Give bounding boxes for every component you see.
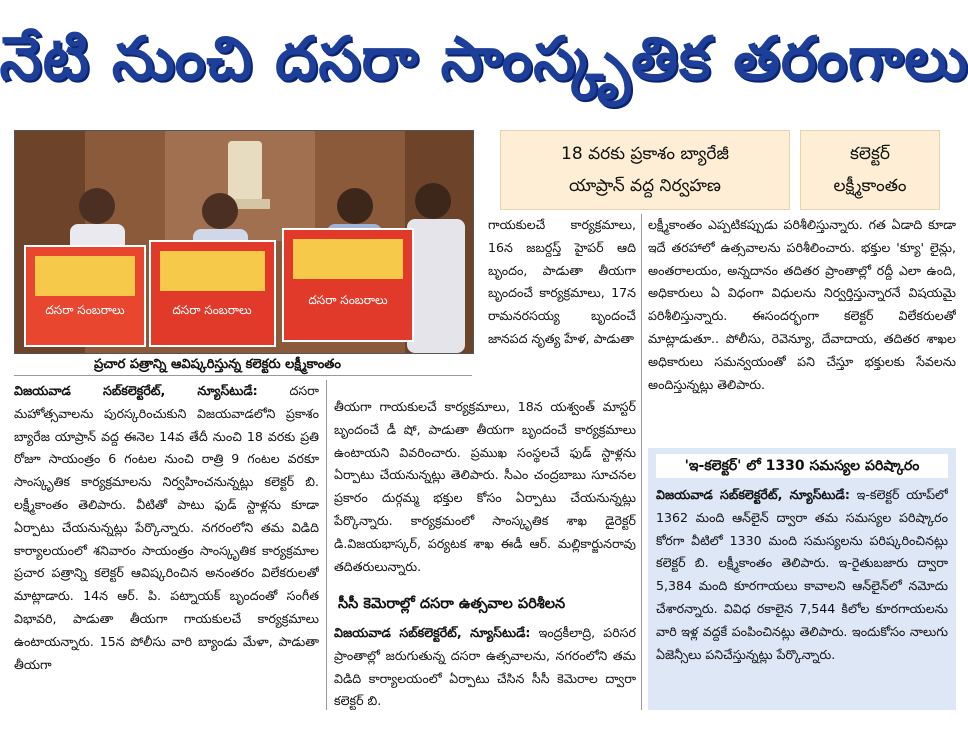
column-divider: [326, 380, 327, 710]
cctv-story: [334, 622, 636, 712]
news-photo: [14, 130, 474, 354]
kicker-line: కలెక్టర్: [850, 144, 890, 164]
article-column-2-top: [488, 214, 636, 396]
svg-text:దసరా సంబరాలు: దసరా సంబరాలు: [308, 293, 388, 307]
article-text: గాయకులచే కార్యక్రమాలు, 16న జబర్దస్త్ హైపర్ ఆది బృందం, పాడుతా తీయగా బృందంచే కార్యక్రమాలు, 17న రామనరసయ్య బృందంచే జానపద నృత్య హేళ, పాడుతా: [488, 217, 636, 346]
article-text: తీయగా గాయకులచే కార్యక్రమాలు, 18న యశ్వంత్ మాస్టర్ బృందంచే డీ షో, పాడుతా తీయగా బృందంచే కార్యక్రమాలు ఉంటాయని వివరించారు. ప్రముఖ సంస్థలచే ఫుడ్ స్టాళ్లను ఏర్పాటు చేయనున్నట్లు తెలిపారు. సీఎం చంద్రబాబు సూచనల ప్రకారం దుర్గమ్మ భక్తుల కోసం ఏర్పాటు చేయనున్నట్లు పేర్కొన్నారు. కార్యక్రమంలో సాంస్కృతిక శాఖ డైరెక్టర్ డి.విజయభాస్కర్, పర్యటక శాఖ ఈడీ ఆర్. మల్లికార్జునరావు తదితరులున్నారు.: [334, 399, 636, 574]
article-text: లక్ష్మీకాంతం ఎప్పటికప్పుడు పరిశీలిస్తున్నారు. గత ఏడాది కూడా ఇదే తరహాలో ఉత్సవాలను పరిశీలించారు. భక్తుల 'క్యూ' లైన్లు, అంతరాలయం, అన్నదానం తదితర ప్రాంతాల్లో రద్దీ ఎలా ఉంది, అధికారులు ఏ విధంగా విధులను నిర్వర్తిస్తున్నారనే విషయమై పరిశీలిస్తున్నారు. ఈసందర్భంగా కలెక్టర్ విలేకరులతో మాట్లాడుతూ.. పోలీసు, రెవెన్యూ, దేవాదాయ, తదితర శాఖల అధికారులు సమన్వయంతో పని చేస్తూ భక్తులకు సేవలను అందిస్తున్నట్లు తెలిపారు.: [648, 217, 956, 392]
article-text: ఇంద్రకీలాద్రి, పరిసర ప్రాంతాల్లో జరుగుతున్న దసరా ఉత్సవాలను, నగరంలోని తమ విడిది కార్యాలయంలో ఏర్పాటు చేసిన సీసీ కెమెరాల ద్వారా కలెక్టర్ బి.: [334, 625, 636, 709]
kicker-line: 18 వరకు ప్రకాశం బ్యారేజీ: [561, 144, 729, 164]
ecollector-story: [656, 484, 948, 704]
page-headline: నేటి నుంచి దసరా సాంస్కృతిక తరంగాలు: [0, 24, 968, 94]
poster-2: [150, 241, 275, 346]
kicker-line: యాప్రాన్ వద్ద నిర్వహణ: [569, 176, 721, 196]
poster-3: [283, 229, 413, 341]
article-column-3: [648, 214, 956, 442]
poster-1: [25, 246, 145, 346]
dateline: విజయవాడ సబ్‌కలెక్టరేట్, న్యూస్‌టుడే:: [334, 625, 531, 640]
kicker-location: [500, 130, 790, 210]
article-text: ఇ-కలెక్టర్ యాప్‌లో 1362 మంది ఆన్‌లైన్ ద్వారా తమ సమస్యల పరిష్కారం కోరగా వీటిలో 1330 మంది సమస్యలను పరిష్కరించినట్లు కలెక్టర్ బి. లక్ష్మీకాంతం తెలిపారు. ఇ-రైతుబజారు ద్వారా 5,384 మంది కూరగాయలు కావాలని ఆన్‌లైన్‌లో నమోదు చేశారన్నారు. వివిధ రకాలైన 7,544 కిలోల కూరగాయలను వారి ఇళ్ల వద్దకే పంపించినట్లు తెలిపారు. ఇందుకోసం నాలుగు ఏజెన్సీలు పనిచేస్తున్నట్లు పేర్కొన్నారు.: [656, 487, 948, 662]
dateline: విజయవాడ సబ్‌కలెక్టరేట్, న్యూస్‌టుడే:: [656, 487, 850, 502]
svg-text:దసరా సంబరాలు: దసరా సంబరాలు: [172, 303, 252, 317]
article-column-2: [334, 396, 636, 588]
dateline: విజయవాడ సబ్‌కలెక్టరేట్, న్యూస్‌టుడే:: [14, 383, 258, 398]
kicker-person: [800, 130, 940, 210]
article-column-1: [14, 380, 319, 710]
article-text: దసరా మహోత్సవాలను పురస్కరించుకుని విజయవాడలోని ప్రకాశం బ్యారేజ యాప్రాన్ వద్ద ఈనెల 14వ తేదీ నుంచి 18 వరకు ప్రతి రోజూ సాయంత్రం 6 గంటల నుంచి రాత్రి 9 గంటల వరకూ సాంస్కృతిక కార్యక్రమాలను నిర్వహించనున్నట్లు కలెక్టర్ బి. లక్ష్మీకాంతం తెలిపారు. వీటితో పాటు ఫుడ్ స్టాళ్లను కూడా ఏర్పాటు చేయనున్నట్లు పేర్కొన్నారు. నగరంలోని తమ విడిది కార్యాలయంలో శనివారం సాయంత్రం సాంస్కృతిక కార్యక్రమాల ప్రచార పత్రాన్ని కలెక్టర్ ఆవిష్కరించిన అనంతరం విలేకరులతో మాట్లాడారు. 14న ఆర్. పి. పట్నాయక్ బృందంతో సంగీత విభావరి, పాడుతా తీయగా గాయకులచే కార్యక్రమాలు ఉంటాయన్నారు. 15న పోలీసు వారి బ్యాండు మేళా, పాడుతా తీయగా: [14, 383, 319, 672]
cctv-headline: సీసీ కెమెరాల్లో దసరా ఉత్సవాల పరిశీలన: [338, 596, 566, 612]
kicker-line: లక్ష్మీకాంతం: [833, 176, 907, 196]
ecollector-box: [648, 448, 956, 710]
column-divider: [641, 214, 642, 710]
svg-text:దసరా సంబరాలు: దసరా సంబరాలు: [45, 303, 125, 317]
ecollector-title: 'ఇ-కలెక్టర్' లో 1330 సమస్యల పరిష్కారం: [656, 454, 948, 478]
photo-caption: ప్రచార పత్రాన్ని ఆవిష్కరిస్తున్న కలెక్టరు లక్ష్మీకాంతం: [14, 354, 472, 376]
